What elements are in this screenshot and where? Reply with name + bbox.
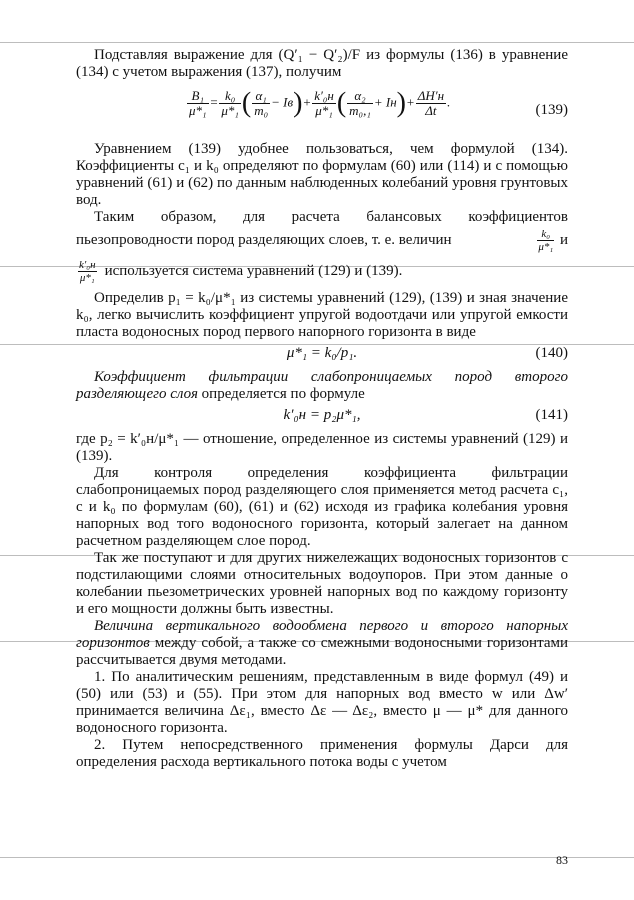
paragraph-line-fraction2: k′₀н μ*₁ используется система уравнений (129) и (139). (79, 259, 403, 284)
paragraph: Для контроля определения коэффициента фильтрации слабопроницаемых пород разделяющего слоя применяется метод расчета c₁, c и k₀ по формулам (60), (61) и (62) исходя из графика колебания уровня напорных вод того водоносного горизонта, который залегает на данном расчетном разделяющем слое пород. (76, 465, 568, 549)
fraction-k0n-mu1: k′₀н μ*₁ (79, 259, 96, 284)
paragraph: Подставляя выражение для (Q′₁ − Q′₂)/F из формулы (136) в уравнение (134) с учетом выражения (137), получим (76, 47, 568, 80)
page-text (76, 47, 568, 771)
paragraph: Величина вертикального водообмена первого и второго напорных горизонтов между собой, а также со смежными водоносными горизонтами рассчитывается двумя методами. (76, 618, 568, 668)
fraction-k0-mu1: $\frac{\text{k₀}}{\text{μ*₁}}$ (538, 228, 554, 253)
paragraph-line-fractions: пьезопроводности пород разделяющих слоев, т. е. величин $\frac{\text{k₀}}{\text{μ*₁}}$ и (76, 228, 568, 253)
equation-139 (76, 89, 568, 133)
equation-139-number: (139) (535, 102, 568, 118)
equation-140: μ*₁ = k₀/p₁. (140) (286, 345, 568, 361)
paragraph: где p₂ = k′₀н/μ*₁ — отношение, определенное из системы уравнений (129) и (139). (76, 431, 568, 464)
paragraph: 1. По аналитическим решениям, представленным в виде формул (49) и (50) или (53) и (55). При этом для напорных вод вместо w или Δw′ принимается величина Δε₁, вместо Δε — Δε₂, вместо μ — μ* для данного водоносного горизонта. (76, 669, 568, 736)
scan-line (0, 42, 634, 43)
equation-141: k′₀н = p₂μ*₁, (141) (283, 407, 568, 423)
equation-140-number: (140) (535, 345, 568, 361)
scan-line (0, 857, 634, 858)
equation-141-number: (141) (535, 407, 568, 423)
page-number: 83 (556, 853, 568, 867)
paragraph: Коэффициент фильтрации слабопроницаемых пород второго разделяющего слоя определяется по формуле (76, 369, 568, 402)
paragraph: Уравнением (139) удобнее пользоваться, чем формулой (134). Коэффициенты c₁ и k₀ определяют по формулам (60) или (114) и с помощью уравнений (61) и (62) по данным наблюденных колебаний уровня грунтовых вод. (76, 141, 568, 208)
paragraph: Так же поступают и для других нижележащих водоносных горизонтов с подстилающими слоями относительных водоупоров. При этом данные о колебании пьезометрических уровней напорных вод по каждому горизонту и его мощности должны быть известны. (76, 550, 568, 617)
paragraph: 2. Путем непосредственного применения формулы Дарси для определения расхода вертикального потока воды с учетом (76, 737, 568, 770)
paragraph-line: Таким образом, для расчета балансовых коэффициентов (94, 209, 568, 225)
paragraph: Определив p₁ = k₀/μ*₁ из системы уравнений (129), (139) и зная значение k₀, легко вычислить коэффициент упругой водоотдачи или упругой емкости пласта водоносных пород первого напорного горизонта в виде (76, 290, 568, 340)
equation-139-formula: $\frac{\text{B₁}}{\text{μ*₁}}$ = $\frac{\text{k₀}}{\text{μ*₁}}$ ( $\frac{\text{α₁}}{\text{m₀}}$ − Iв)+ $\frac{\text{k′₀н}}{\text{μ*₁}}$ ( $\frac{\text{α₂}}{\text{m₀,₁}}$ + Iн)+ $\frac{\Delta H'н}{\Delta t}$ . (189, 87, 451, 119)
